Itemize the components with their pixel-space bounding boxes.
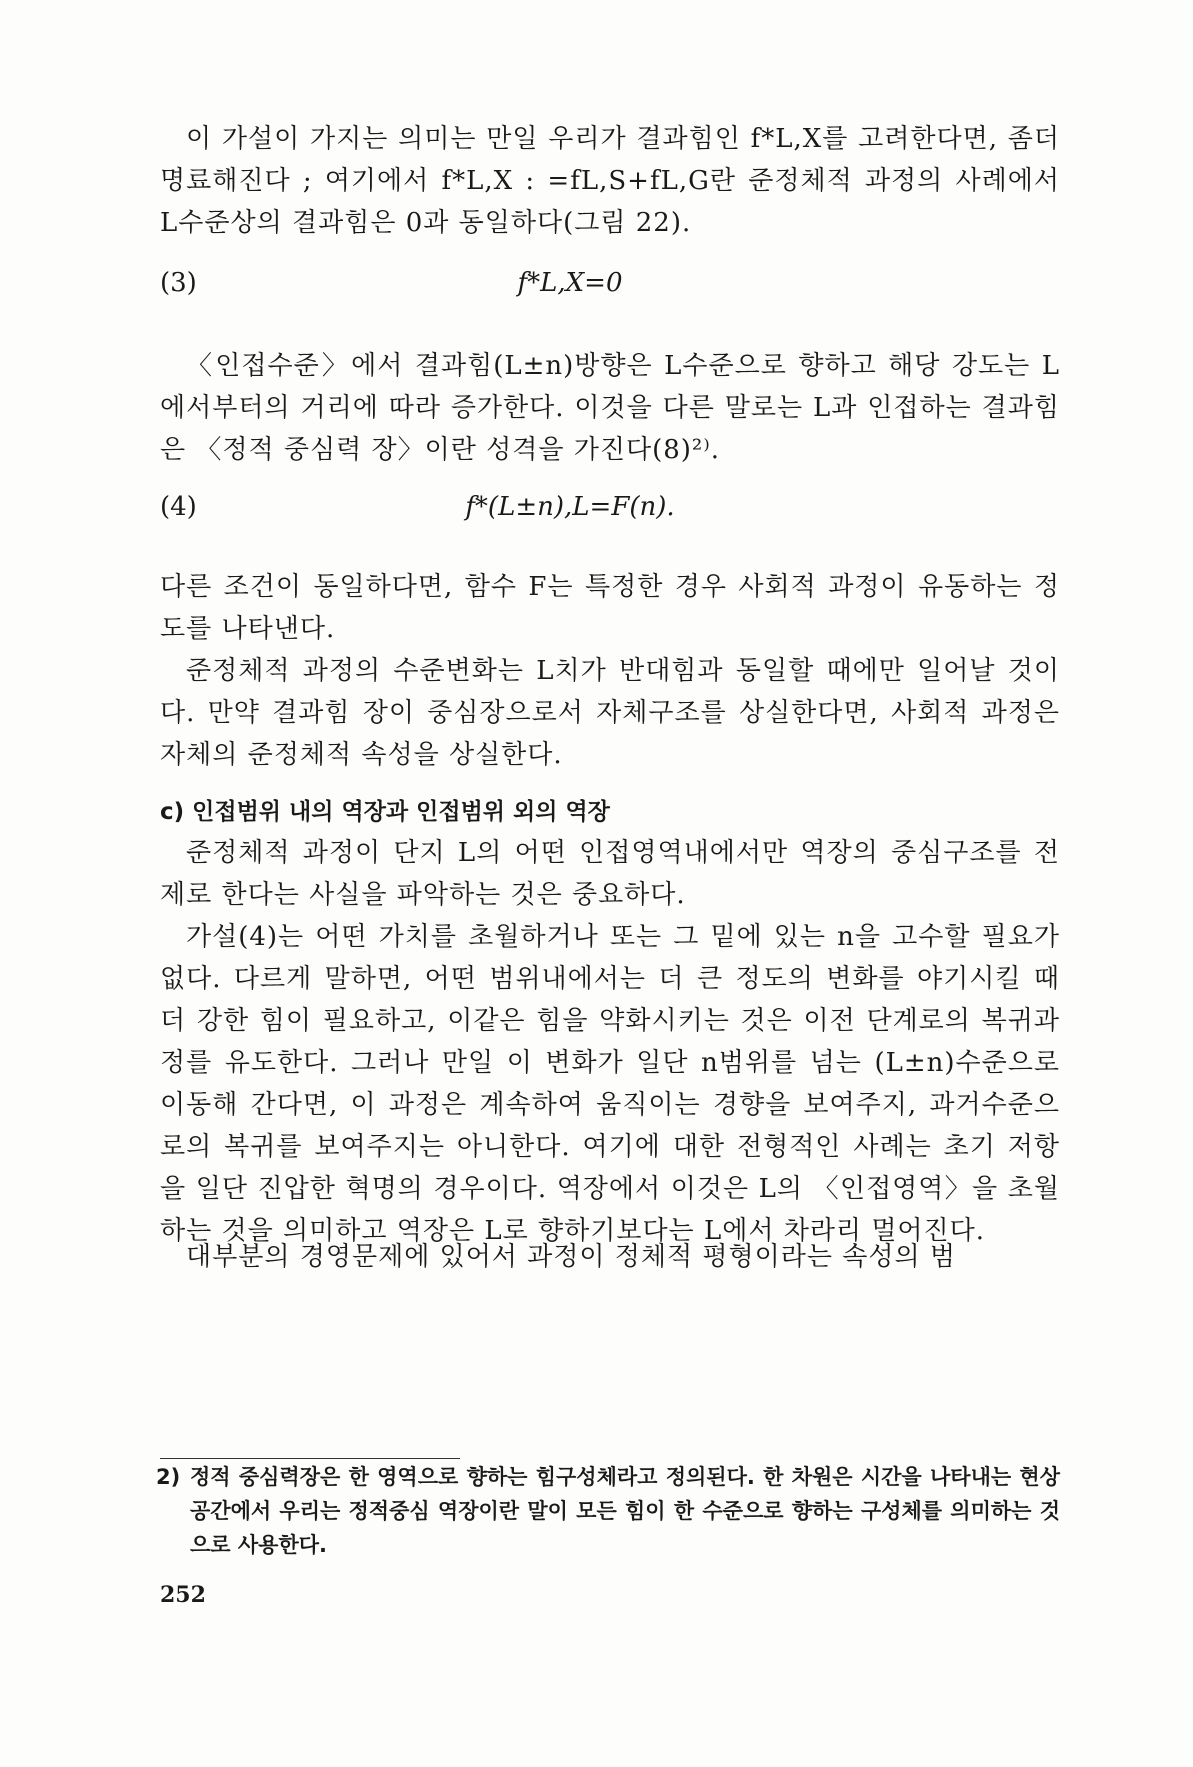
page-number: 252 xyxy=(160,1582,206,1608)
footnote-divider xyxy=(160,1458,460,1459)
equation-formula: f*(L±n),L=F(n). xyxy=(465,492,675,522)
paragraph-function-f: 다른 조건이 동일하다면, 함수 F는 특정한 경우 사회적 과정이 유동하는 정도를 나타낸다. xyxy=(160,572,1060,644)
paragraph-adjacent-level: 〈인접수준〉에서 결과힘(L±n)방향은 L수준으로 향하고 해당 강도는 L에서부터의 거리에 따라 증가한다. 이것을 다른 말로는 L과 인접하는 결과힘은 〈정적 중심력 장〉이란 성격을 가진다(8)²⁾. xyxy=(160,351,1060,465)
equation-number: (4) xyxy=(160,492,197,522)
footnote-text: 정적 중심력장은 한 영역으로 향하는 힘구성체라고 정의된다. 한 차원은 시간을 나타내는 현상공간에서 우리는 정적중심 역장이란 말이 모든 힘이 한 수준으로 향하는 구성체를 의미하는 것으로 사용한다. xyxy=(190,1465,1060,1557)
equation-formula: f*L,X=0 xyxy=(517,268,623,298)
equation-3 xyxy=(160,268,1060,310)
equation-number: (3) xyxy=(160,268,197,298)
paragraph-hypothesis-4: 가설(4)는 어떤 가치를 초월하거나 또는 그 밑에 있는 n을 고수할 필요가 없다. 다르게 말하면, 어떤 범위내에서는 더 큰 정도의 변화를 야기시킬 때 더 강한 힘이 필요하고, 이같은 힘을 약화시키는 것은 이전 단계로의 복귀과정를 유도한다. 그러나 만일 이 변화가 일단 n범위를 넘는 (L±n)수준으로 이동해 간다면, 이 과정은 계속하여 움직이는 경향을 보여주지, 과거수준으로의 복귀를 보여주지는 아니한다. 여기에 대한 전형적인 사례는 초기 저항을 일단 진압한 혁명의 경우이다. 역장에서 이것은 L의 〈인접영역〉을 초월하는 것을 의미하고 역장은 L로 향하기보다는 L에서 차라리 멀어진다. xyxy=(160,922,1060,1246)
equation-4 xyxy=(160,492,1060,534)
paragraph-level-change: 준정체적 과정의 수준변화는 L치가 반대힘과 동일할 때에만 일어날 것이다. 만약 결과힘 장이 중심장으로서 자체구조를 상실한다면, 사회적 과정은 자체의 준정체적 속성을 상실한다. xyxy=(160,656,1060,770)
footnote xyxy=(156,1460,1060,1562)
paragraph-central-structure: 준정체적 과정이 단지 L의 어떤 인접영역내에서만 역장의 중심구조를 전제로 한다는 사실을 파악하는 것은 중요하다. xyxy=(160,838,1060,910)
paragraph-management-problems: 대부분의 경영문제에 있어서 과정이 정체적 평형이라는 속성의 범 xyxy=(186,1242,956,1272)
footnote-marker: 2) xyxy=(156,1465,181,1489)
paragraph-hypothesis-meaning: 이 가설이 가지는 의미는 만일 우리가 결과힘인 f*L,X를 고려한다면, 좀더 명료해진다 ; 여기에서 f*L,X : =fL,S+fL,G란 준정체적 과정의 사례에서 L수준상의 결과힘은 0과 동일하다(그림 22). xyxy=(160,124,1060,238)
section-heading: c) 인접범위 내의 역장과 인접범위 외의 역장 xyxy=(160,799,610,825)
